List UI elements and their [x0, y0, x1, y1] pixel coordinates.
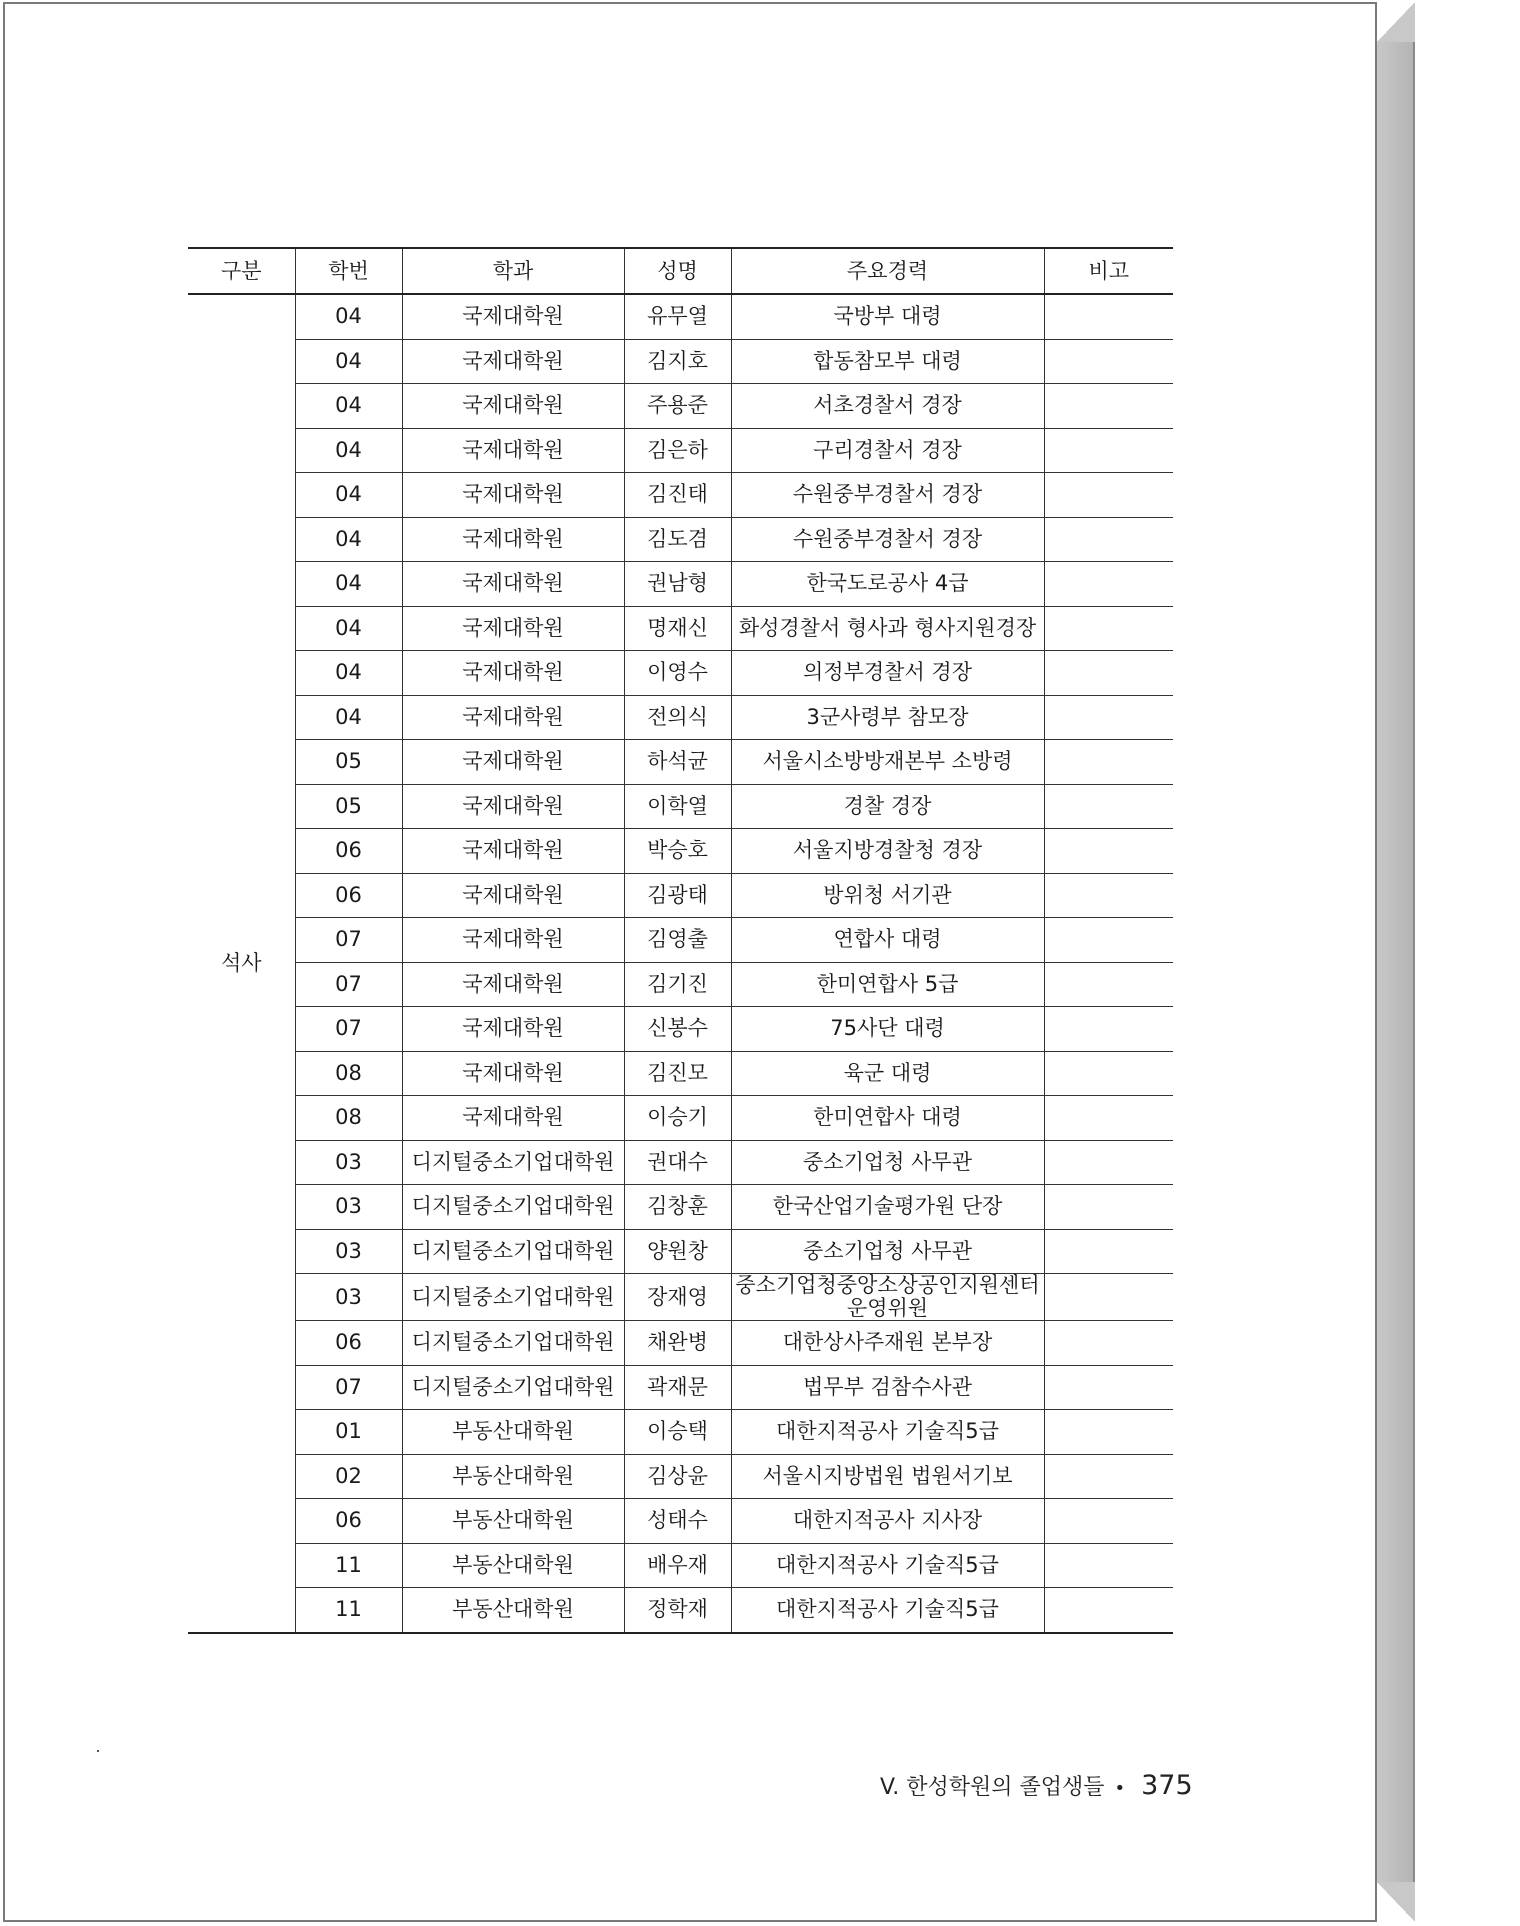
cell-name: 김은하: [624, 428, 731, 473]
cell-student-id: 03: [295, 1185, 402, 1230]
cell-name: 유무열: [624, 294, 731, 339]
cell-department: 국제대학원: [402, 473, 624, 518]
cell-remarks: [1044, 562, 1173, 607]
cell-remarks: [1044, 1365, 1173, 1410]
table-row: [188, 1588, 1173, 1633]
cell-department: 디지털중소기업대학원: [402, 1229, 624, 1274]
cell-student-id: 06: [295, 1321, 402, 1366]
cell-career: 3군사령부 참모장: [731, 695, 1044, 740]
page-fold-bottom: [1377, 1882, 1415, 1922]
header-category: 구분: [188, 248, 295, 294]
table-row: [188, 1365, 1173, 1410]
cell-student-id: 06: [295, 873, 402, 918]
footer-bullet: •: [1114, 1777, 1126, 1799]
cell-student-id: 11: [295, 1543, 402, 1588]
cell-remarks: [1044, 829, 1173, 874]
cell-name: 권대수: [624, 1140, 731, 1185]
table-row: [188, 1454, 1173, 1499]
cell-department: 디지털중소기업대학원: [402, 1321, 624, 1366]
cell-student-id: 07: [295, 962, 402, 1007]
table-row: [188, 784, 1173, 829]
table-body: [188, 294, 1173, 1633]
cell-career: 화성경찰서 형사과 형사지원경장: [731, 606, 1044, 651]
cell-remarks: [1044, 473, 1173, 518]
cell-remarks: [1044, 1410, 1173, 1455]
cell-career: 한국도로공사 4급: [731, 562, 1044, 607]
table-header: [188, 248, 1173, 294]
cell-department: 부동산대학원: [402, 1454, 624, 1499]
cell-remarks: [1044, 1321, 1173, 1366]
table-row: [188, 606, 1173, 651]
cell-student-id: 03: [295, 1229, 402, 1274]
cell-name: 김상윤: [624, 1454, 731, 1499]
cell-career: 서울시지방법원 법원서기보: [731, 1454, 1044, 1499]
cell-career: 서울시소방방재본부 소방령: [731, 740, 1044, 785]
cell-name: 김지호: [624, 339, 731, 384]
cell-remarks: [1044, 1229, 1173, 1274]
table-row: [188, 473, 1173, 518]
cell-department: 디지털중소기업대학원: [402, 1185, 624, 1230]
cell-remarks: [1044, 918, 1173, 963]
cell-department: 국제대학원: [402, 873, 624, 918]
cell-name: 주용준: [624, 384, 731, 429]
cell-name: 김기진: [624, 962, 731, 1007]
cell-name: 이승기: [624, 1096, 731, 1141]
cell-department: 국제대학원: [402, 562, 624, 607]
cell-career: 중소기업청 사무관: [731, 1229, 1044, 1274]
cell-department: 디지털중소기업대학원: [402, 1274, 624, 1321]
cell-career: 한국산업기술평가원 단장: [731, 1185, 1044, 1230]
cell-department: 디지털중소기업대학원: [402, 1140, 624, 1185]
cell-student-id: 01: [295, 1410, 402, 1455]
cell-remarks: [1044, 1051, 1173, 1096]
cell-career: 중소기업청 사무관: [731, 1140, 1044, 1185]
cell-name: 권남형: [624, 562, 731, 607]
cell-remarks: [1044, 1007, 1173, 1052]
cell-remarks: [1044, 428, 1173, 473]
cell-career: 법무부 검참수사관: [731, 1365, 1044, 1410]
cell-student-id: 06: [295, 1499, 402, 1544]
cell-department: 국제대학원: [402, 384, 624, 429]
cell-career: 한미연합사 5급: [731, 962, 1044, 1007]
table-row: [188, 1096, 1173, 1141]
cell-department: 부동산대학원: [402, 1410, 624, 1455]
cell-career: 중소기업청중앙소상공인지원센터 운영위원: [731, 1274, 1044, 1321]
cell-career: 의정부경찰서 경장: [731, 651, 1044, 696]
cell-name: 정학재: [624, 1588, 731, 1633]
cell-career: 육군 대령: [731, 1051, 1044, 1096]
table-row: [188, 1185, 1173, 1230]
cell-department: 국제대학원: [402, 517, 624, 562]
cell-department: 국제대학원: [402, 294, 624, 339]
cell-student-id: 05: [295, 784, 402, 829]
cell-career: 대한지적공사 지사장: [731, 1499, 1044, 1544]
cell-remarks: [1044, 1185, 1173, 1230]
cell-student-id: 04: [295, 651, 402, 696]
cell-name: 채완병: [624, 1321, 731, 1366]
cell-student-id: 07: [295, 1007, 402, 1052]
scan-speck: [97, 1750, 99, 1752]
cell-name: 신봉수: [624, 1007, 731, 1052]
header-name: 성명: [624, 248, 731, 294]
cell-career: 구리경찰서 경장: [731, 428, 1044, 473]
cell-career: 대한상사주재원 본부장: [731, 1321, 1044, 1366]
cell-name: 김광태: [624, 873, 731, 918]
cell-remarks: [1044, 740, 1173, 785]
cell-remarks: [1044, 517, 1173, 562]
cell-career: 합동참모부 대령: [731, 339, 1044, 384]
cell-remarks: [1044, 1543, 1173, 1588]
cell-student-id: 07: [295, 918, 402, 963]
cell-category: 석사: [188, 294, 295, 1633]
table-row: [188, 1499, 1173, 1544]
cell-name: 전의식: [624, 695, 731, 740]
cell-remarks: [1044, 651, 1173, 696]
cell-career: 대한지적공사 기술직5급: [731, 1543, 1044, 1588]
table-row: [188, 1051, 1173, 1096]
page-number: 375: [1141, 1770, 1193, 1801]
cell-department: 국제대학원: [402, 1007, 624, 1052]
cell-department: 국제대학원: [402, 740, 624, 785]
cell-department: 국제대학원: [402, 1096, 624, 1141]
cell-department: 부동산대학원: [402, 1588, 624, 1633]
header-career: 주요경력: [731, 248, 1044, 294]
cell-student-id: 07: [295, 1365, 402, 1410]
cell-name: 김진태: [624, 473, 731, 518]
page-footer: [880, 1770, 1193, 1801]
cell-remarks: [1044, 606, 1173, 651]
chapter-title: V. 한성학원의 졸업생들: [880, 1775, 1105, 1800]
page-stack-edge: [1377, 2, 1415, 1922]
cell-career: 수원중부경찰서 경장: [731, 473, 1044, 518]
cell-remarks: [1044, 1140, 1173, 1185]
cell-name: 장재영: [624, 1274, 731, 1321]
cell-name: 박승호: [624, 829, 731, 874]
cell-name: 배우재: [624, 1543, 731, 1588]
cell-career: 국방부 대령: [731, 294, 1044, 339]
cell-student-id: 04: [295, 428, 402, 473]
cell-remarks: [1044, 695, 1173, 740]
cell-department: 디지털중소기업대학원: [402, 1365, 624, 1410]
cell-student-id: 06: [295, 829, 402, 874]
table-row: [188, 1321, 1173, 1366]
table-row: [188, 1140, 1173, 1185]
page-fold-top: [1377, 2, 1415, 42]
cell-remarks: [1044, 1096, 1173, 1141]
cell-department: 국제대학원: [402, 695, 624, 740]
cell-career: 연합사 대령: [731, 918, 1044, 963]
graduates-table: [188, 247, 1173, 1634]
cell-department: 국제대학원: [402, 1051, 624, 1096]
cell-remarks: [1044, 384, 1173, 429]
table-row: [188, 740, 1173, 785]
header-remarks: 비고: [1044, 248, 1173, 294]
cell-department: 국제대학원: [402, 829, 624, 874]
cell-name: 이학열: [624, 784, 731, 829]
cell-remarks: [1044, 784, 1173, 829]
table-row: [188, 873, 1173, 918]
cell-department: 국제대학원: [402, 428, 624, 473]
cell-department: 국제대학원: [402, 918, 624, 963]
cell-name: 양원창: [624, 1229, 731, 1274]
cell-department: 국제대학원: [402, 651, 624, 696]
table-row: [188, 294, 1173, 339]
cell-student-id: 03: [295, 1274, 402, 1321]
cell-department: 부동산대학원: [402, 1499, 624, 1544]
cell-career: 방위청 서기관: [731, 873, 1044, 918]
cell-name: 김창훈: [624, 1185, 731, 1230]
cell-name: 김영출: [624, 918, 731, 963]
cell-student-id: 04: [295, 517, 402, 562]
cell-student-id: 04: [295, 562, 402, 607]
cell-name: 이승택: [624, 1410, 731, 1455]
cell-student-id: 04: [295, 294, 402, 339]
cell-name: 곽재문: [624, 1365, 731, 1410]
table-row: [188, 1007, 1173, 1052]
table-row: [188, 962, 1173, 1007]
cell-student-id: 02: [295, 1454, 402, 1499]
cell-career: 서초경찰서 경장: [731, 384, 1044, 429]
table-row: [188, 517, 1173, 562]
header-row: [188, 248, 1173, 294]
table-row: [188, 1543, 1173, 1588]
cell-name: 김도겸: [624, 517, 731, 562]
table-row: [188, 1410, 1173, 1455]
cell-career: 수원중부경찰서 경장: [731, 517, 1044, 562]
cell-student-id: 04: [295, 384, 402, 429]
cell-remarks: [1044, 1274, 1173, 1321]
cell-name: 김진모: [624, 1051, 731, 1096]
cell-name: 하석균: [624, 740, 731, 785]
header-student-id: 학번: [295, 248, 402, 294]
table-row: [188, 1229, 1173, 1274]
table-row: [188, 384, 1173, 429]
cell-student-id: 08: [295, 1096, 402, 1141]
cell-name: 성태수: [624, 1499, 731, 1544]
table-row: [188, 918, 1173, 963]
cell-student-id: 11: [295, 1588, 402, 1633]
cell-remarks: [1044, 1499, 1173, 1544]
cell-remarks: [1044, 962, 1173, 1007]
table-row: [188, 695, 1173, 740]
cell-department: 국제대학원: [402, 339, 624, 384]
cell-student-id: 05: [295, 740, 402, 785]
cell-student-id: 04: [295, 606, 402, 651]
table-row: [188, 651, 1173, 696]
cell-student-id: 04: [295, 473, 402, 518]
cell-student-id: 04: [295, 695, 402, 740]
cell-remarks: [1044, 294, 1173, 339]
cell-student-id: 03: [295, 1140, 402, 1185]
cell-name: 이영수: [624, 651, 731, 696]
cell-student-id: 08: [295, 1051, 402, 1096]
table-row: [188, 829, 1173, 874]
cell-career: 대한지적공사 기술직5급: [731, 1410, 1044, 1455]
cell-career: 대한지적공사 기술직5급: [731, 1588, 1044, 1633]
cell-name: 명재신: [624, 606, 731, 651]
cell-remarks: [1044, 1588, 1173, 1633]
cell-career: 75사단 대령: [731, 1007, 1044, 1052]
header-department: 학과: [402, 248, 624, 294]
cell-department: 국제대학원: [402, 606, 624, 651]
cell-department: 국제대학원: [402, 784, 624, 829]
cell-remarks: [1044, 1454, 1173, 1499]
table-row: [188, 428, 1173, 473]
cell-remarks: [1044, 873, 1173, 918]
table-row: [188, 339, 1173, 384]
cell-career: 경찰 경장: [731, 784, 1044, 829]
table-row: [188, 1274, 1173, 1321]
cell-student-id: 04: [295, 339, 402, 384]
cell-department: 국제대학원: [402, 962, 624, 1007]
cell-department: 부동산대학원: [402, 1543, 624, 1588]
cell-career: 한미연합사 대령: [731, 1096, 1044, 1141]
cell-career: 서울지방경찰청 경장: [731, 829, 1044, 874]
table-row: [188, 562, 1173, 607]
cell-remarks: [1044, 339, 1173, 384]
